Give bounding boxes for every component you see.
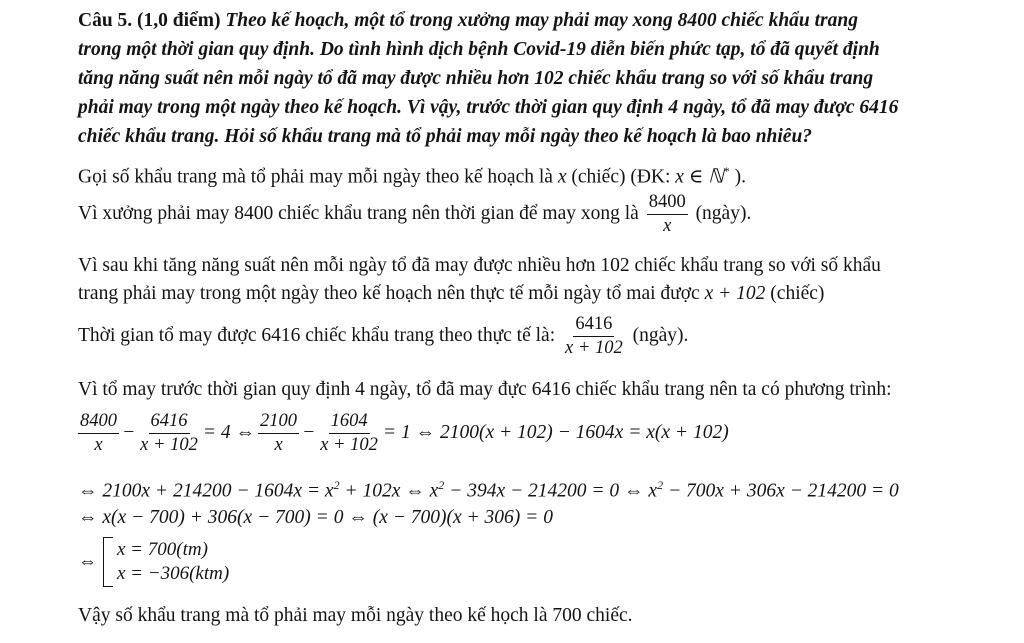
fraction-numerator: 6416 <box>573 314 614 337</box>
conclusion: Vậy số khẩu trang mà tổ phải may mỗi ngày theo kế họch là 700 chiếc. <box>78 605 633 626</box>
problem-line-3: tăng năng suất nên mỗi ngày tổ đã may được nhiều hơn 102 chiếc khẩu trang so với số khẩu trang <box>78 68 874 89</box>
unit: (ngày). <box>695 203 752 224</box>
equation-3: ⇔ x(x − 700) + 306(x − 700) = 0 ⇔ (x − 700)(x + 306) = 0 <box>78 507 553 528</box>
unit: (ngày). <box>632 325 689 346</box>
fraction-denominator: x <box>274 435 283 456</box>
equivalence-symbol: ⇔ <box>78 551 97 572</box>
solution-text: Thời gian tổ may được 6416 chiếc khẩu trang theo thực tế là: <box>78 325 556 346</box>
equation-rest: = 1 ⇔ 2100(x + 102) − 1604x = x(x + 102) <box>382 422 729 443</box>
fraction <box>318 411 380 456</box>
fraction <box>258 411 299 456</box>
superscript: 2 <box>657 478 664 492</box>
problem-line-2: trong một thời gian quy định. Do tình hình dịch bệnh Covid-19 diễn biến phức tạp, tổ đã quyết định <box>78 39 880 60</box>
fraction <box>563 314 625 359</box>
operator: = 4 ⇔ <box>202 422 256 443</box>
system-row: x = 700(tm) <box>117 539 208 560</box>
equation-part: − 700x + 306x − 214200 = 0 <box>663 480 899 502</box>
system-row: x = −306(ktm) <box>117 563 230 584</box>
solution-line-2 <box>78 192 751 237</box>
solution-line-5 <box>78 312 688 360</box>
fraction-numerator: 8400 <box>78 411 119 434</box>
solution-text: trang phải may trong một ngày theo kế hoạch nên thực tế mỗi ngày tổ mai được <box>78 283 700 304</box>
operator: − <box>302 422 316 443</box>
problem-line-1 <box>78 8 858 34</box>
fraction-denominator: x + 102 <box>320 435 378 456</box>
fraction-numerator: 6416 <box>149 411 190 434</box>
fraction-denominator: x + 102 <box>565 338 623 359</box>
fraction <box>138 411 200 456</box>
solution-line-6: Vì tổ may trước thời gian quy định 4 ngày, tổ đã may đực 6416 chiếc khẩu trang nên ta có phương trình: <box>78 379 892 400</box>
condition-end: ). <box>734 166 747 188</box>
equation-part: − 394x − 214200 = 0 ⇔ x <box>444 480 658 502</box>
problem-line-5: chiếc khẩu trang. Hỏi số khẩu trang mà tổ phải may mỗi ngày theo kế hoạch là bao nhiêu? <box>78 126 813 147</box>
equation-part: + 102x ⇔ x <box>339 480 439 502</box>
solution-line-4 <box>78 281 824 307</box>
fraction-numerator: 2100 <box>258 411 299 434</box>
fraction-numerator: 1604 <box>329 411 370 434</box>
solution-text: Vì xưởng phải may 8400 chiếc khẩu trang nên thời gian để may xong là <box>78 203 639 224</box>
condition-label: (chiếc) (ĐK: <box>571 166 671 188</box>
variable: x <box>557 166 567 188</box>
problem-heading: Câu 5. (1,0 điểm) <box>78 10 221 31</box>
equation-part: ⇔ 2100x + 214200 − 1604x = x <box>78 480 334 502</box>
math-expression: x + 102 <box>704 283 766 304</box>
solution-line-3: Vì sau khi tăng năng suất nên mỗi ngày tổ đã may được nhiều hơn 102 chiếc khẩu trang so với số khẩu <box>78 255 881 276</box>
solution-line-1 <box>78 158 746 191</box>
fraction <box>647 192 688 237</box>
solution-text: Gọi số khẩu trang mà tổ phải may mỗi ngày theo kế hoạch là <box>78 166 553 188</box>
problem-line-4: phải may trong một ngày theo kế hoạch. Vì vậy, trước thời gian quy định 4 ngày, tổ đã may được 6416 <box>78 97 899 118</box>
superscript: * <box>723 164 730 178</box>
superscript: 2 <box>438 478 445 492</box>
superscript: 2 <box>333 478 340 492</box>
fraction-denominator: x <box>663 216 672 237</box>
operator: − <box>122 422 136 443</box>
unit: (chiếc) <box>770 283 825 304</box>
equation-1 <box>78 410 729 456</box>
fraction-denominator: x + 102 <box>140 435 198 456</box>
fraction-numerator: 8400 <box>647 192 688 215</box>
problem-text: Theo kế hoạch, một tổ trong xưởng may phải may xong 8400 chiếc khẩu trang <box>225 10 858 31</box>
fraction-denominator: x <box>94 435 103 456</box>
fraction <box>78 411 119 456</box>
system-rows <box>117 538 229 586</box>
condition-math: x ∈ ℕ <box>675 166 724 188</box>
bracket <box>103 537 113 587</box>
solution-system <box>78 537 229 587</box>
equation-2 <box>78 472 899 505</box>
